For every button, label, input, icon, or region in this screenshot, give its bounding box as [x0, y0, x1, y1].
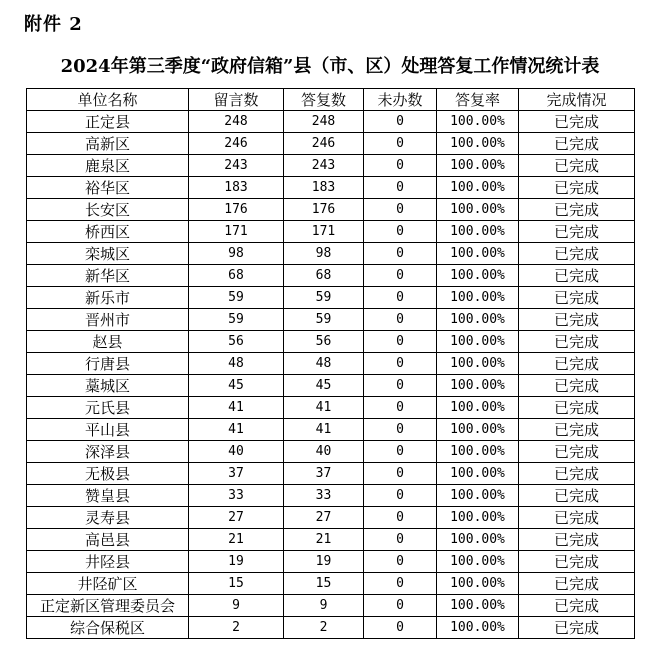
reply-rate-cell: 100.00%: [437, 463, 519, 485]
unit-name-cell: 新乐市: [27, 287, 189, 309]
reply-rate-cell: 100.00%: [437, 243, 519, 265]
unit-name-cell: 鹿泉区: [27, 155, 189, 177]
pending-count-cell: 0: [364, 441, 437, 463]
pending-count-cell: 0: [364, 221, 437, 243]
table-row: [27, 265, 635, 287]
reply-rate-cell: 100.00%: [437, 529, 519, 551]
unit-name-cell: 灵寿县: [27, 507, 189, 529]
table-row: [27, 595, 635, 617]
reply-rate-cell: 100.00%: [437, 551, 519, 573]
reply-count-cell: 45: [284, 375, 364, 397]
unit-name-cell: 井陉县: [27, 551, 189, 573]
completion-status-cell: 已完成: [519, 529, 635, 551]
table-row: [27, 485, 635, 507]
message-count-cell: 48: [189, 353, 284, 375]
table-row: [27, 551, 635, 573]
pending-count-cell: 0: [364, 507, 437, 529]
message-count-cell: 41: [189, 419, 284, 441]
reply-rate-cell: 100.00%: [437, 353, 519, 375]
reply-rate-cell: 100.00%: [437, 485, 519, 507]
reply-rate-cell: 100.00%: [437, 617, 519, 639]
completion-status-cell: 已完成: [519, 353, 635, 375]
reply-rate-cell: 100.00%: [437, 221, 519, 243]
reply-count-cell: 183: [284, 177, 364, 199]
reply-count-cell: 33: [284, 485, 364, 507]
message-count-cell: 171: [189, 221, 284, 243]
message-count-cell: 40: [189, 441, 284, 463]
reply-count-cell: 21: [284, 529, 364, 551]
pending-count-cell: 0: [364, 353, 437, 375]
pending-count-cell: 0: [364, 463, 437, 485]
completion-status-cell: 已完成: [519, 133, 635, 155]
reply-count-cell: 41: [284, 397, 364, 419]
header-message-count: 留言数: [189, 89, 284, 111]
reply-rate-cell: 100.00%: [437, 397, 519, 419]
completion-status-cell: 已完成: [519, 617, 635, 639]
reply-count-cell: 56: [284, 331, 364, 353]
unit-name-cell: 井陉矿区: [27, 573, 189, 595]
table-row: [27, 155, 635, 177]
reply-rate-cell: 100.00%: [437, 375, 519, 397]
pending-count-cell: 0: [364, 573, 437, 595]
reply-count-cell: 68: [284, 265, 364, 287]
reply-rate-cell: 100.00%: [437, 111, 519, 133]
pending-count-cell: 0: [364, 111, 437, 133]
unit-name-cell: 赞皇县: [27, 485, 189, 507]
table-row: [27, 573, 635, 595]
reply-rate-cell: 100.00%: [437, 155, 519, 177]
reply-count-cell: 248: [284, 111, 364, 133]
table-row: [27, 529, 635, 551]
completion-status-cell: 已完成: [519, 287, 635, 309]
table-header-row: [27, 89, 635, 111]
table-row: [27, 221, 635, 243]
message-count-cell: 41: [189, 397, 284, 419]
pending-count-cell: 0: [364, 617, 437, 639]
message-count-cell: 59: [189, 287, 284, 309]
reply-count-cell: 48: [284, 353, 364, 375]
message-count-cell: 248: [189, 111, 284, 133]
completion-status-cell: 已完成: [519, 375, 635, 397]
pending-count-cell: 0: [364, 397, 437, 419]
pending-count-cell: 0: [364, 419, 437, 441]
unit-name-cell: 桥西区: [27, 221, 189, 243]
header-reply-count: 答复数: [284, 89, 364, 111]
table-row: [27, 133, 635, 155]
table-row: [27, 111, 635, 133]
message-count-cell: 15: [189, 573, 284, 595]
reply-rate-cell: 100.00%: [437, 177, 519, 199]
completion-status-cell: 已完成: [519, 463, 635, 485]
header-unit-name: 单位名称: [27, 89, 189, 111]
unit-name-cell: 高邑县: [27, 529, 189, 551]
completion-status-cell: 已完成: [519, 331, 635, 353]
header-reply-rate: 答复率: [437, 89, 519, 111]
message-count-cell: 246: [189, 133, 284, 155]
table-row: [27, 331, 635, 353]
unit-name-cell: 无极县: [27, 463, 189, 485]
completion-status-cell: 已完成: [519, 507, 635, 529]
reply-count-cell: 9: [284, 595, 364, 617]
completion-status-cell: 已完成: [519, 573, 635, 595]
statistics-table: [26, 88, 635, 639]
pending-count-cell: 0: [364, 199, 437, 221]
document-title: 2024年第三季度“政府信箱”县（市、区）处理答复工作情况统计表: [60, 56, 600, 77]
unit-name-cell: 藁城区: [27, 375, 189, 397]
completion-status-cell: 已完成: [519, 397, 635, 419]
unit-name-cell: 栾城区: [27, 243, 189, 265]
reply-count-cell: 40: [284, 441, 364, 463]
pending-count-cell: 0: [364, 287, 437, 309]
reply-count-cell: 246: [284, 133, 364, 155]
message-count-cell: 59: [189, 309, 284, 331]
table-row: [27, 199, 635, 221]
header-completion-status: 完成情况: [519, 89, 635, 111]
unit-name-cell: 裕华区: [27, 177, 189, 199]
table-row: [27, 353, 635, 375]
pending-count-cell: 0: [364, 265, 437, 287]
pending-count-cell: 0: [364, 177, 437, 199]
reply-count-cell: 171: [284, 221, 364, 243]
unit-name-cell: 晋州市: [27, 309, 189, 331]
completion-status-cell: 已完成: [519, 309, 635, 331]
unit-name-cell: 行唐县: [27, 353, 189, 375]
pending-count-cell: 0: [364, 133, 437, 155]
message-count-cell: 27: [189, 507, 284, 529]
completion-status-cell: 已完成: [519, 265, 635, 287]
unit-name-cell: 新华区: [27, 265, 189, 287]
completion-status-cell: 已完成: [519, 595, 635, 617]
reply-count-cell: 2: [284, 617, 364, 639]
table-row: [27, 441, 635, 463]
completion-status-cell: 已完成: [519, 441, 635, 463]
table-row: [27, 177, 635, 199]
reply-rate-cell: 100.00%: [437, 507, 519, 529]
reply-count-cell: 37: [284, 463, 364, 485]
pending-count-cell: 0: [364, 595, 437, 617]
unit-name-cell: 深泽县: [27, 441, 189, 463]
completion-status-cell: 已完成: [519, 419, 635, 441]
completion-status-cell: 已完成: [519, 155, 635, 177]
message-count-cell: 56: [189, 331, 284, 353]
reply-count-cell: 41: [284, 419, 364, 441]
message-count-cell: 176: [189, 199, 284, 221]
table-row: [27, 617, 635, 639]
reply-rate-cell: 100.00%: [437, 133, 519, 155]
unit-name-cell: 正定县: [27, 111, 189, 133]
message-count-cell: 21: [189, 529, 284, 551]
reply-count-cell: 59: [284, 309, 364, 331]
completion-status-cell: 已完成: [519, 111, 635, 133]
reply-count-cell: 98: [284, 243, 364, 265]
table-row: [27, 375, 635, 397]
pending-count-cell: 0: [364, 529, 437, 551]
message-count-cell: 183: [189, 177, 284, 199]
completion-status-cell: 已完成: [519, 485, 635, 507]
message-count-cell: 243: [189, 155, 284, 177]
table-row: [27, 287, 635, 309]
attachment-label: 附件 2: [24, 14, 83, 35]
reply-rate-cell: 100.00%: [437, 309, 519, 331]
unit-name-cell: 综合保税区: [27, 617, 189, 639]
table-row: [27, 419, 635, 441]
pending-count-cell: 0: [364, 551, 437, 573]
message-count-cell: 98: [189, 243, 284, 265]
unit-name-cell: 赵县: [27, 331, 189, 353]
table-row: [27, 397, 635, 419]
table-row: [27, 243, 635, 265]
reply-rate-cell: 100.00%: [437, 287, 519, 309]
pending-count-cell: 0: [364, 485, 437, 507]
reply-rate-cell: 100.00%: [437, 265, 519, 287]
reply-rate-cell: 100.00%: [437, 419, 519, 441]
message-count-cell: 2: [189, 617, 284, 639]
header-pending-count: 未办数: [364, 89, 437, 111]
reply-count-cell: 243: [284, 155, 364, 177]
message-count-cell: 9: [189, 595, 284, 617]
message-count-cell: 68: [189, 265, 284, 287]
reply-rate-cell: 100.00%: [437, 199, 519, 221]
reply-count-cell: 176: [284, 199, 364, 221]
pending-count-cell: 0: [364, 243, 437, 265]
reply-rate-cell: 100.00%: [437, 331, 519, 353]
table-row: [27, 507, 635, 529]
reply-rate-cell: 100.00%: [437, 441, 519, 463]
unit-name-cell: 高新区: [27, 133, 189, 155]
reply-rate-cell: 100.00%: [437, 573, 519, 595]
pending-count-cell: 0: [364, 375, 437, 397]
unit-name-cell: 平山县: [27, 419, 189, 441]
message-count-cell: 45: [189, 375, 284, 397]
pending-count-cell: 0: [364, 331, 437, 353]
completion-status-cell: 已完成: [519, 221, 635, 243]
table-row: [27, 309, 635, 331]
completion-status-cell: 已完成: [519, 551, 635, 573]
reply-count-cell: 59: [284, 287, 364, 309]
completion-status-cell: 已完成: [519, 199, 635, 221]
reply-count-cell: 15: [284, 573, 364, 595]
reply-count-cell: 19: [284, 551, 364, 573]
pending-count-cell: 0: [364, 155, 437, 177]
reply-count-cell: 27: [284, 507, 364, 529]
completion-status-cell: 已完成: [519, 243, 635, 265]
reply-rate-cell: 100.00%: [437, 595, 519, 617]
completion-status-cell: 已完成: [519, 177, 635, 199]
message-count-cell: 37: [189, 463, 284, 485]
unit-name-cell: 正定新区管理委员会: [27, 595, 189, 617]
unit-name-cell: 长安区: [27, 199, 189, 221]
message-count-cell: 33: [189, 485, 284, 507]
unit-name-cell: 元氏县: [27, 397, 189, 419]
message-count-cell: 19: [189, 551, 284, 573]
pending-count-cell: 0: [364, 309, 437, 331]
table-row: [27, 463, 635, 485]
